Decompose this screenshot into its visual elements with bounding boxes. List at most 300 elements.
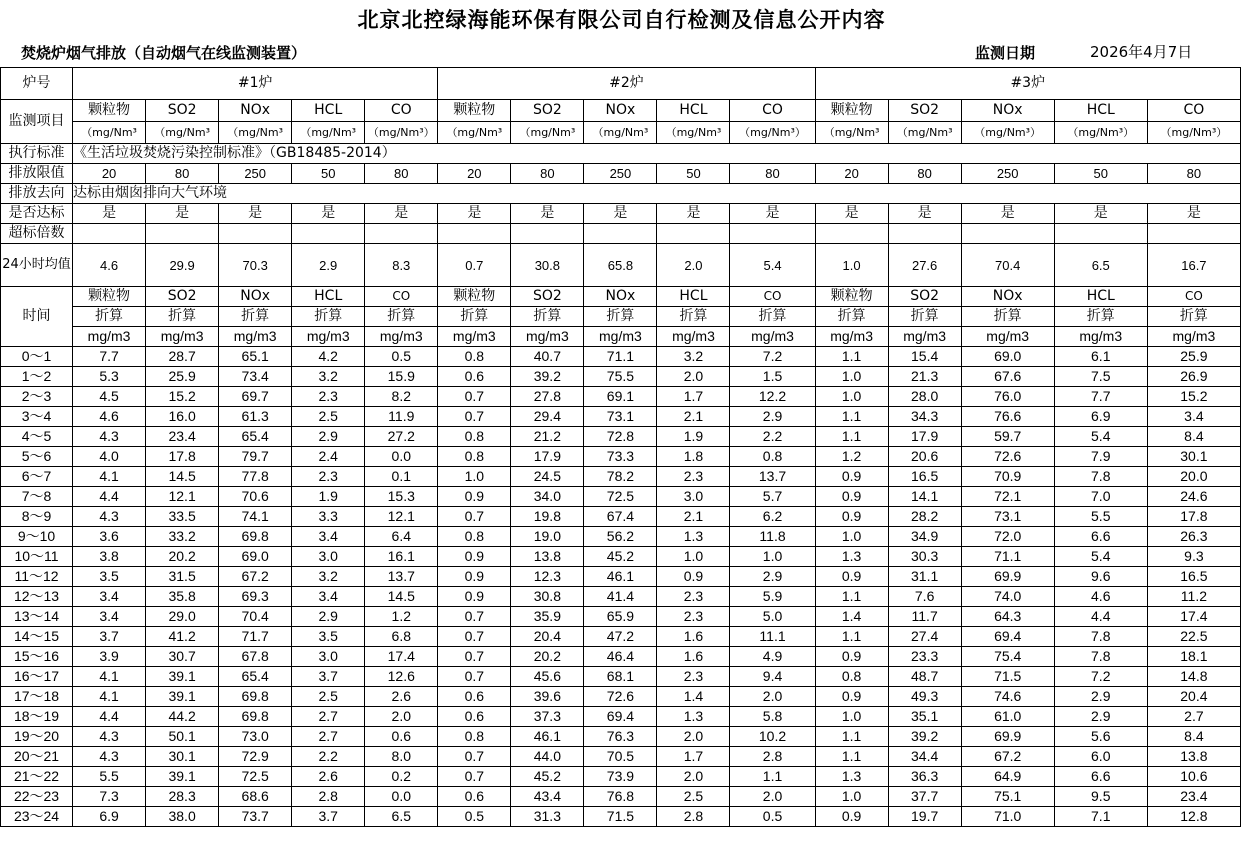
- hourly-value: 5.5: [1054, 507, 1147, 527]
- hourly-value: 4.1: [73, 687, 146, 707]
- furnace-1-header: #1炉: [73, 68, 438, 100]
- hourly-value: 1.5: [730, 367, 815, 387]
- hourly-value: 1.1: [815, 587, 888, 607]
- emissions-table: [0, 67, 1241, 827]
- hourly-value: 44.2: [146, 707, 219, 727]
- hour-label: 2～3: [1, 387, 73, 407]
- hourly-pollutant-header: 颗粒物: [73, 287, 146, 307]
- hourly-value: 69.8: [219, 687, 292, 707]
- hourly-value: 3.4: [292, 587, 365, 607]
- hourly-value: 0.9: [815, 487, 888, 507]
- hourly-value: 12.1: [365, 507, 438, 527]
- hourly-value: 23.3: [888, 647, 961, 667]
- hourly-value: 6.9: [1054, 407, 1147, 427]
- hourly-value: 6.6: [1054, 527, 1147, 547]
- hourly-value: 73.9: [584, 767, 657, 787]
- hourly-value: 0.9: [657, 567, 730, 587]
- hourly-value: 41.4: [584, 587, 657, 607]
- hourly-value: 73.4: [219, 367, 292, 387]
- hourly-value: 34.0: [511, 487, 584, 507]
- hourly-unit: mg/m3: [815, 327, 888, 347]
- hourly-value: 0.9: [815, 687, 888, 707]
- hourly-value: 33.5: [146, 507, 219, 527]
- hour-label: 18～19: [1, 707, 73, 727]
- pollutant-header: NOx: [584, 100, 657, 122]
- converted-label: 折算: [219, 307, 292, 327]
- unit-label: （mg/Nm³）: [730, 122, 815, 144]
- hourly-value: 37.7: [888, 787, 961, 807]
- hourly-value: 8.4: [1147, 727, 1240, 747]
- converted-label: 折算: [1054, 307, 1147, 327]
- hourly-value: 26.9: [1147, 367, 1240, 387]
- hourly-value: 69.9: [961, 727, 1054, 747]
- pollutant-header: NOx: [219, 100, 292, 122]
- hourly-unit: mg/m3: [438, 327, 511, 347]
- table-row: [1, 507, 1241, 527]
- hourly-value: 13.7: [730, 467, 815, 487]
- avg-value: 30.8: [511, 244, 584, 287]
- hourly-value: 67.4: [584, 507, 657, 527]
- hourly-value: 15.2: [1147, 387, 1240, 407]
- hourly-value: 5.0: [730, 607, 815, 627]
- hourly-value: 20.2: [146, 547, 219, 567]
- hourly-pollutant-header: NOx: [961, 287, 1054, 307]
- hourly-value: 6.2: [730, 507, 815, 527]
- hour-label: 3～4: [1, 407, 73, 427]
- hourly-value: 17.8: [146, 447, 219, 467]
- hourly-pollutant-header: HCL: [657, 287, 730, 307]
- hourly-value: 31.3: [511, 807, 584, 827]
- converted-label: 折算: [365, 307, 438, 327]
- standard-label: 执行标准: [1, 144, 73, 164]
- hourly-value: 65.9: [584, 607, 657, 627]
- hourly-value: 13.7: [365, 567, 438, 587]
- hourly-value: 30.1: [146, 747, 219, 767]
- table-row: [1, 807, 1241, 827]
- hourly-value: 30.1: [1147, 447, 1240, 467]
- hourly-value: 2.4: [292, 447, 365, 467]
- avg-value: 2.9: [292, 244, 365, 287]
- limit-value: 50: [292, 164, 365, 184]
- hourly-value: 24.6: [1147, 487, 1240, 507]
- compliant-value: 是: [438, 204, 511, 224]
- hourly-value: 7.7: [73, 347, 146, 367]
- avg-value: 0.7: [438, 244, 511, 287]
- hour-label: 14～15: [1, 627, 73, 647]
- hourly-value: 65.4: [219, 667, 292, 687]
- hourly-value: 56.2: [584, 527, 657, 547]
- converted-label: 折算: [1147, 307, 1240, 327]
- hourly-value: 21.2: [511, 427, 584, 447]
- converted-label: 折算: [888, 307, 961, 327]
- hourly-value: 3.3: [292, 507, 365, 527]
- hourly-value: 27.2: [365, 427, 438, 447]
- hourly-value: 2.1: [657, 507, 730, 527]
- unit-label: （mg/Nm³）: [365, 122, 438, 144]
- hourly-value: 12.3: [511, 567, 584, 587]
- hourly-value: 2.5: [292, 687, 365, 707]
- hour-label: 12～13: [1, 587, 73, 607]
- hourly-value: 1.3: [815, 547, 888, 567]
- exceed-value: [73, 224, 146, 244]
- hourly-value: 3.7: [292, 807, 365, 827]
- exceed-value: [657, 224, 730, 244]
- hourly-value: 1.3: [657, 527, 730, 547]
- pollutant-header: CO: [1147, 100, 1240, 122]
- converted-label: 折算: [584, 307, 657, 327]
- hourly-value: 14.5: [365, 587, 438, 607]
- table-row: [1, 747, 1241, 767]
- furnace-3-header: #3炉: [815, 68, 1240, 100]
- hourly-value: 4.3: [73, 427, 146, 447]
- hourly-value: 2.7: [292, 707, 365, 727]
- converted-label: 折算: [438, 307, 511, 327]
- hourly-value: 71.7: [219, 627, 292, 647]
- destination-text: 达标由烟囱排向大气环境: [73, 184, 1241, 204]
- hourly-value: 72.5: [584, 487, 657, 507]
- compliant-value: 是: [146, 204, 219, 224]
- hourly-value: 2.0: [657, 727, 730, 747]
- compliant-value: 是: [1054, 204, 1147, 224]
- hourly-value: 3.0: [292, 647, 365, 667]
- hourly-value: 2.9: [292, 427, 365, 447]
- compliant-value: 是: [219, 204, 292, 224]
- hourly-value: 69.3: [219, 587, 292, 607]
- hourly-value: 16.5: [888, 467, 961, 487]
- avg-value: 2.0: [657, 244, 730, 287]
- hour-label: 8～9: [1, 507, 73, 527]
- hourly-value: 73.1: [584, 407, 657, 427]
- hourly-value: 15.2: [146, 387, 219, 407]
- hourly-value: 31.5: [146, 567, 219, 587]
- hourly-value: 23.4: [1147, 787, 1240, 807]
- hourly-value: 4.3: [73, 507, 146, 527]
- hourly-value: 15.3: [365, 487, 438, 507]
- hourly-value: 71.5: [961, 667, 1054, 687]
- hourly-value: 78.2: [584, 467, 657, 487]
- hourly-value: 3.2: [657, 347, 730, 367]
- hourly-value: 72.8: [584, 427, 657, 447]
- table-row: [1, 607, 1241, 627]
- hourly-value: 25.9: [146, 367, 219, 387]
- time-label: 时间: [1, 287, 73, 347]
- hourly-value: 46.1: [584, 567, 657, 587]
- hourly-value: 7.0: [1054, 487, 1147, 507]
- hourly-value: 5.5: [73, 767, 146, 787]
- hourly-value: 4.3: [73, 727, 146, 747]
- hourly-value: 12.8: [1147, 807, 1240, 827]
- hourly-value: 69.8: [219, 707, 292, 727]
- hourly-value: 76.6: [961, 407, 1054, 427]
- hourly-value: 1.1: [815, 347, 888, 367]
- pollutant-header: NOx: [961, 100, 1054, 122]
- hourly-value: 69.9: [961, 567, 1054, 587]
- converted-label: 折算: [292, 307, 365, 327]
- pollutant-header: HCL: [292, 100, 365, 122]
- hour-label: 11～12: [1, 567, 73, 587]
- compliant-value: 是: [888, 204, 961, 224]
- hourly-value: 39.2: [888, 727, 961, 747]
- compliant-value: 是: [365, 204, 438, 224]
- avg-value: 5.4: [730, 244, 815, 287]
- hourly-value: 4.3: [73, 747, 146, 767]
- compliant-value: 是: [815, 204, 888, 224]
- hourly-value: 13.8: [511, 547, 584, 567]
- hourly-value: 28.2: [888, 507, 961, 527]
- hourly-value: 4.5: [73, 387, 146, 407]
- hourly-value: 0.0: [365, 787, 438, 807]
- hourly-value: 0.5: [730, 807, 815, 827]
- hourly-value: 67.2: [219, 567, 292, 587]
- hour-label: 1～2: [1, 367, 73, 387]
- exceed-value: [438, 224, 511, 244]
- hourly-value: 4.1: [73, 467, 146, 487]
- hourly-value: 26.3: [1147, 527, 1240, 547]
- table-row: [1, 547, 1241, 567]
- limit-value: 20: [73, 164, 146, 184]
- hourly-value: 11.7: [888, 607, 961, 627]
- table-row: [1, 447, 1241, 467]
- hourly-value: 67.6: [961, 367, 1054, 387]
- hourly-value: 1.0: [730, 547, 815, 567]
- table-row: [1, 727, 1241, 747]
- hourly-value: 65.1: [219, 347, 292, 367]
- hourly-value: 0.6: [438, 367, 511, 387]
- hourly-value: 9.6: [1054, 567, 1147, 587]
- pollutant-header: CO: [730, 100, 815, 122]
- limit-value: 20: [438, 164, 511, 184]
- hourly-value: 45.2: [511, 767, 584, 787]
- hourly-value: 5.7: [730, 487, 815, 507]
- hourly-value: 69.0: [219, 547, 292, 567]
- hourly-value: 75.5: [584, 367, 657, 387]
- hourly-value: 18.1: [1147, 647, 1240, 667]
- unit-label: （mg/Nm³: [888, 122, 961, 144]
- hourly-value: 34.9: [888, 527, 961, 547]
- hourly-value: 70.6: [219, 487, 292, 507]
- hourly-value: 31.1: [888, 567, 961, 587]
- hourly-value: 39.6: [511, 687, 584, 707]
- limit-value: 250: [961, 164, 1054, 184]
- hourly-value: 16.0: [146, 407, 219, 427]
- compliant-value: 是: [292, 204, 365, 224]
- hourly-value: 1.7: [657, 747, 730, 767]
- hourly-value: 1.0: [815, 707, 888, 727]
- converted-label: 折算: [815, 307, 888, 327]
- hourly-value: 79.7: [219, 447, 292, 467]
- hourly-value: 0.9: [438, 547, 511, 567]
- hourly-value: 0.7: [438, 667, 511, 687]
- hourly-value: 73.0: [219, 727, 292, 747]
- pollutant-header: SO2: [146, 100, 219, 122]
- hourly-value: 1.6: [657, 647, 730, 667]
- hourly-value: 0.9: [815, 467, 888, 487]
- unit-label: （mg/Nm³: [438, 122, 511, 144]
- hourly-pollutant-header: HCL: [1054, 287, 1147, 307]
- hourly-pollutant-header: NOx: [584, 287, 657, 307]
- hourly-value: 12.2: [730, 387, 815, 407]
- hourly-value: 2.9: [1054, 707, 1147, 727]
- hour-label: 20～21: [1, 747, 73, 767]
- hourly-value: 1.2: [815, 447, 888, 467]
- unit-label: （mg/Nm³: [73, 122, 146, 144]
- converted-label: 折算: [730, 307, 815, 327]
- table-row: [1, 707, 1241, 727]
- hourly-value: 68.6: [219, 787, 292, 807]
- hourly-value: 69.7: [219, 387, 292, 407]
- hour-label: 21～22: [1, 767, 73, 787]
- hourly-unit: mg/m3: [146, 327, 219, 347]
- hourly-value: 0.7: [438, 747, 511, 767]
- table-row: [1, 387, 1241, 407]
- hourly-value: 39.1: [146, 767, 219, 787]
- hourly-value: 6.1: [1054, 347, 1147, 367]
- hourly-value: 1.0: [815, 527, 888, 547]
- hourly-value: 7.5: [1054, 367, 1147, 387]
- avg-value: 1.0: [815, 244, 888, 287]
- exceed-value: [1054, 224, 1147, 244]
- hourly-value: 20.6: [888, 447, 961, 467]
- limit-value: 80: [511, 164, 584, 184]
- exceed-value: [146, 224, 219, 244]
- hourly-value: 77.8: [219, 467, 292, 487]
- pollutant-header: HCL: [1054, 100, 1147, 122]
- hourly-value: 11.8: [730, 527, 815, 547]
- hourly-value: 64.9: [961, 767, 1054, 787]
- compliant-value: 是: [730, 204, 815, 224]
- hourly-unit: mg/m3: [292, 327, 365, 347]
- hourly-value: 8.4: [1147, 427, 1240, 447]
- unit-label: （mg/Nm³: [657, 122, 730, 144]
- hourly-value: 0.0: [365, 447, 438, 467]
- exceed-value: [815, 224, 888, 244]
- hourly-value: 2.6: [365, 687, 438, 707]
- table-row: [1, 527, 1241, 547]
- hourly-value: 0.9: [438, 567, 511, 587]
- hourly-value: 27.8: [511, 387, 584, 407]
- hourly-value: 20.4: [511, 627, 584, 647]
- unit-label: （mg/Nm³: [219, 122, 292, 144]
- hourly-value: 6.6: [1054, 767, 1147, 787]
- hourly-value: 2.9: [1054, 687, 1147, 707]
- standard-text: 《生活垃圾焚烧污染控制标准》（GB18485-2014）: [73, 144, 1241, 164]
- hourly-pollutant-header: HCL: [292, 287, 365, 307]
- hourly-value: 67.8: [219, 647, 292, 667]
- limit-value: 80: [888, 164, 961, 184]
- hourly-value: 1.0: [438, 467, 511, 487]
- table-row: [1, 367, 1241, 387]
- hourly-value: 14.8: [1147, 667, 1240, 687]
- hour-label: 22～23: [1, 787, 73, 807]
- hourly-value: 5.6: [1054, 727, 1147, 747]
- hourly-value: 35.1: [888, 707, 961, 727]
- hourly-value: 13.8: [1147, 747, 1240, 767]
- hourly-value: 72.9: [219, 747, 292, 767]
- hourly-value: 1.1: [730, 767, 815, 787]
- hourly-value: 7.9: [1054, 447, 1147, 467]
- hourly-value: 20.0: [1147, 467, 1240, 487]
- hourly-value: 9.4: [730, 667, 815, 687]
- hourly-value: 17.9: [888, 427, 961, 447]
- exceed-value: [1147, 224, 1240, 244]
- hourly-pollutant-header: NOx: [219, 287, 292, 307]
- hourly-value: 7.8: [1054, 647, 1147, 667]
- hourly-value: 76.3: [584, 727, 657, 747]
- table-row: [1, 667, 1241, 687]
- hourly-value: 2.3: [657, 587, 730, 607]
- hourly-value: 0.7: [438, 607, 511, 627]
- hour-label: 0～1: [1, 347, 73, 367]
- hourly-value: 4.4: [73, 707, 146, 727]
- hourly-value: 30.8: [511, 587, 584, 607]
- hourly-value: 14.1: [888, 487, 961, 507]
- hourly-value: 23.4: [146, 427, 219, 447]
- item-label: 监测项目: [1, 100, 73, 144]
- table-row: [1, 487, 1241, 507]
- hourly-value: 6.0: [1054, 747, 1147, 767]
- hourly-value: 7.1: [1054, 807, 1147, 827]
- hourly-value: 27.4: [888, 627, 961, 647]
- exceed-value: [292, 224, 365, 244]
- hourly-value: 71.0: [961, 807, 1054, 827]
- hourly-value: 28.3: [146, 787, 219, 807]
- hourly-value: 22.5: [1147, 627, 1240, 647]
- table-row: [1, 647, 1241, 667]
- hourly-value: 35.8: [146, 587, 219, 607]
- hour-label: 13～14: [1, 607, 73, 627]
- hourly-pollutant-header: SO2: [511, 287, 584, 307]
- unit-label: （mg/Nm³）: [961, 122, 1054, 144]
- hourly-value: 75.4: [961, 647, 1054, 667]
- avg-value: 8.3: [365, 244, 438, 287]
- hourly-value: 0.9: [438, 587, 511, 607]
- hourly-value: 7.7: [1054, 387, 1147, 407]
- hourly-value: 1.9: [292, 487, 365, 507]
- hourly-value: 73.3: [584, 447, 657, 467]
- converted-label: 折算: [73, 307, 146, 327]
- hourly-value: 72.1: [961, 487, 1054, 507]
- hourly-value: 3.6: [73, 527, 146, 547]
- hourly-value: 0.9: [815, 647, 888, 667]
- table-row: [1, 627, 1241, 647]
- hourly-value: 3.5: [292, 627, 365, 647]
- hourly-value: 2.3: [292, 467, 365, 487]
- hour-label: 16～17: [1, 667, 73, 687]
- hourly-value: 0.6: [438, 687, 511, 707]
- exceed-value: [365, 224, 438, 244]
- hourly-value: 71.5: [584, 807, 657, 827]
- hourly-value: 2.9: [292, 607, 365, 627]
- limit-value: 80: [730, 164, 815, 184]
- hourly-value: 1.1: [815, 427, 888, 447]
- hourly-value: 2.3: [657, 607, 730, 627]
- furnace-label: 炉号: [1, 68, 73, 100]
- compliant-value: 是: [657, 204, 730, 224]
- hourly-value: 6.8: [365, 627, 438, 647]
- hourly-value: 16.5: [1147, 567, 1240, 587]
- hourly-value: 76.0: [961, 387, 1054, 407]
- unit-label: （mg/Nm³: [511, 122, 584, 144]
- hourly-value: 2.5: [292, 407, 365, 427]
- converted-label: 折算: [146, 307, 219, 327]
- hourly-value: 36.3: [888, 767, 961, 787]
- hourly-value: 49.3: [888, 687, 961, 707]
- hour-label: 10～11: [1, 547, 73, 567]
- hourly-value: 3.4: [73, 587, 146, 607]
- hourly-value: 7.6: [888, 587, 961, 607]
- hourly-value: 0.9: [815, 807, 888, 827]
- pollutant-header: CO: [365, 100, 438, 122]
